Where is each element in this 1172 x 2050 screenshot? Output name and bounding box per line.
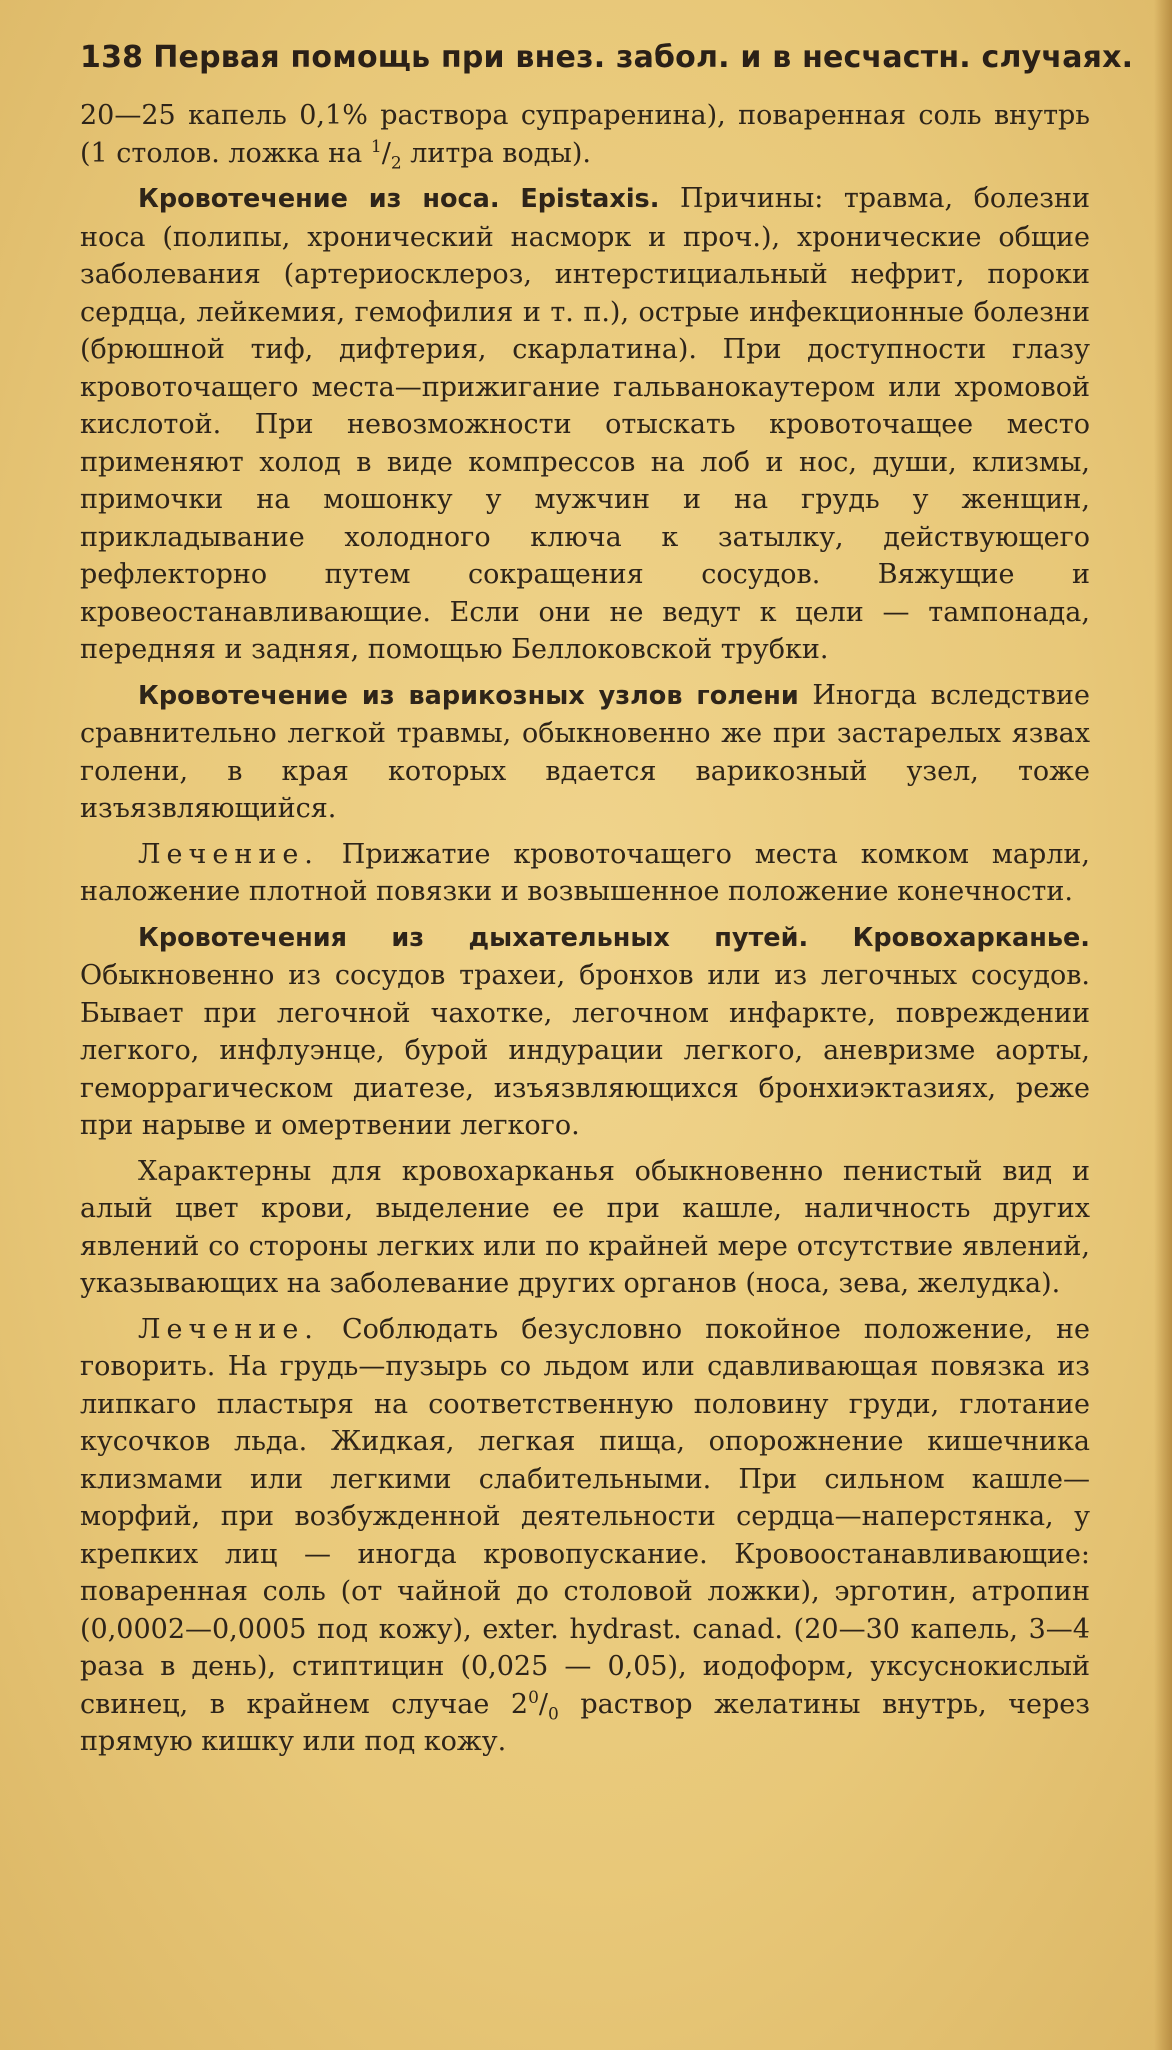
section-heading-varicose: Кровотечение из варикозных узлов голени	[138, 680, 799, 711]
paragraph-characteristics: Характерны для кровохарканья обыкновенно пенистый вид и алый цвет крови, выделение ее при кашле, наличность других явлений со стороны легких или по крайней мере отсутствие явлений, указывающих на заболевание других органов (носа, зева, желудка).	[80, 1155, 1090, 1299]
running-header	[80, 40, 1134, 75]
section-heading-hemoptysis: Кровотечения из дыхательных путей. Кровохарканье.	[138, 922, 1090, 953]
section-heading-epistaxis: Кровотечение из носа. Epistaxis.	[138, 184, 660, 214]
page-text	[80, 40, 1134, 1769]
paragraph-varicose: Кровотечение из варикозных узлов голени Иногда вследствие сравнительно легкой травмы, обыкновенно же при застарелых язвах голени, в края которых вдается варикозный узел, тоже изъязвляющийся.	[80, 679, 1090, 824]
treatment-label: Лечение.	[138, 1313, 319, 1345]
fraction-numerator: 1	[370, 136, 382, 157]
paragraph-varicose-treatment: Лечение. Прижатие кровоточащего места комком марли, наложение плотной повязки и возвышенное положение конечности.	[80, 838, 1090, 907]
paragraph-hemoptysis-treatment: Лечение. Соблюдать безусловно покойное положение, не говорить. На грудь—пузырь со льдом или сдавливающая повязка из липкаго пластыря на соответственную половину груди, глотание кусочков льда. Жидкая, легкая пища, опорожнение кишечника клизмами или легкими слабительными. При сильном кашле—морфий, при возбужденной деятельности сердца—наперстянка, у крепких лиц — иногда кровопускание. Кровоостанавливающие: поваренная соль (от чайной до столовой ложки), эрготин, атропин (0,0002—0,0005 под кожу), exter. hydrast. canad. (20—30 капель, 3—4 раза в день), стиптицин (0,025 — 0,05), иодоформ, уксуснокислый свинец, в крайнем случае $2^0/_0$ раствор желатины внутрь, через прямую кишку или под кожу.	[80, 1313, 1091, 1757]
fraction-denominator: 2	[390, 152, 402, 173]
treatment-label: Лечение.	[138, 838, 319, 870]
running-title: Первая помощь при внез. забол. и в несчастн. случаях.	[153, 40, 1134, 75]
page-edge-shadow	[1154, 0, 1172, 2050]
page-number: 138	[80, 40, 144, 75]
paragraph-continuation: 20—25 капель 0,1% раствора супраренина), поваренная соль внутрь (1 столов. ложка на $^1/_2$ литра воды).	[80, 100, 1090, 173]
paragraph-hemoptysis: Кровотечения из дыхательных путей. Кровохарканье. Обыкновенно из сосудов трахеи, бронхов или из легочных сосудов. Бывает при легочной чахотке, легочном инфаркте, повреждении легкого, инфлуэнце, бурой индурации легкого, аневризме аорты, геморрагическом диатезе, изъязвляющихся бронхиэктазиях, реже при нарыве и омертвении легкого.	[80, 922, 1090, 1141]
paragraph-epistaxis: Кровотечение из носа. Epistaxis. Причины: травма, болезни носа (полипы, хронический насморк и проч.), хронические общие заболевания (артериосклероз, интерстициальный нефрит, пороки сердца, лейкемия, гемофилия и т. п.), острые инфекционные болезни (брюшной тиф, дифтерия, скарлатина). При доступности глазу кровоточащего места—прижигание гальванокаутером или хромовой кислотой. При невозможности отыскать кровоточащее место применяют холод в виде компрессов на лоб и нос, души, клизмы, примочки на мошонку у мужчин и на грудь у женщин, прикладывание холодного ключа к затылку, действующего рефлекторно путем сокращения сосудов. Вяжущие и кровеостанавливающие. Если они не ведут к цели — тампонада, передняя и задняя, помощью Беллоковской трубки.	[80, 183, 1091, 665]
